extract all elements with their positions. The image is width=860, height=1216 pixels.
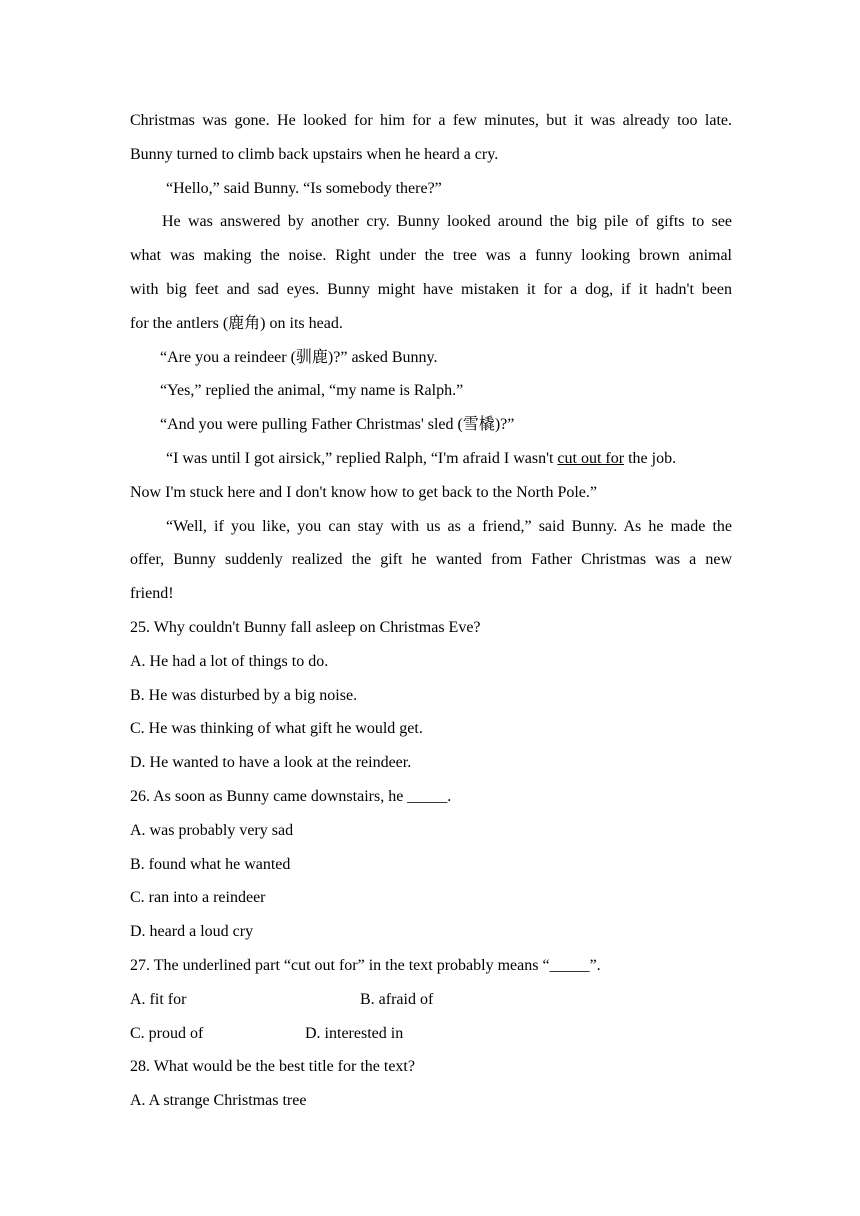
underlined-phrase: cut out for bbox=[557, 449, 625, 467]
passage-line: “Yes,” replied the animal, “my name is Ralph.” bbox=[160, 382, 464, 400]
passage-line: offer, Bunny suddenly realized the gift he wanted from Father Christmas was a new bbox=[130, 551, 732, 569]
answer-option: A. A strange Christmas tree bbox=[130, 1092, 307, 1110]
passage-line: Now I'm stuck here and I don't know how to get back to the North Pole.” bbox=[130, 483, 597, 501]
passage-line: Bunny turned to climb back upstairs when he heard a cry. bbox=[130, 145, 499, 163]
passage-line: with big feet and sad eyes. Bunny might have mistaken it for a dog, if it hadn't been bbox=[130, 280, 732, 298]
passage-line: for the antlers (鹿角) on its head. bbox=[130, 314, 343, 332]
passage-line: “And you were pulling Father Christmas' sled (雪橇)?” bbox=[160, 416, 515, 434]
answer-option: D. heard a loud cry bbox=[130, 923, 254, 941]
answer-option: A. He had a lot of things to do. bbox=[130, 652, 329, 670]
answer-option: B. found what he wanted bbox=[130, 855, 291, 873]
passage-line: He was answered by another cry. Bunny looked around the big pile of gifts to see bbox=[162, 213, 732, 231]
passage-line: friend! bbox=[130, 585, 174, 603]
answer-option: B. afraid of bbox=[360, 990, 434, 1008]
answer-option: C. ran into a reindeer bbox=[130, 889, 266, 907]
passage-line: what was making the noise. Right under the tree was a funny looking brown animal bbox=[130, 247, 732, 265]
answer-option: C. He was thinking of what gift he would get. bbox=[130, 720, 423, 738]
answer-option: D. He wanted to have a look at the reindeer. bbox=[130, 754, 412, 772]
question-stem: 28. What would be the best title for the text? bbox=[130, 1058, 415, 1076]
answer-option-row bbox=[130, 1017, 732, 1051]
answer-option: D. interested in bbox=[305, 1024, 404, 1042]
answer-option: B. He was disturbed by a big noise. bbox=[130, 686, 358, 704]
question-stem: 25. Why couldn't Bunny fall asleep on Christmas Eve? bbox=[130, 618, 481, 636]
document-page bbox=[130, 104, 732, 1118]
passage-line: “Well, if you like, you can stay with us as a friend,” said Bunny. As he made the bbox=[166, 517, 732, 535]
passage-text: “I was until I got airsick,” replied Ralph, “I'm afraid I wasn't bbox=[166, 449, 558, 467]
passage-text: the job. bbox=[624, 449, 677, 467]
question-stem: 27. The underlined part “cut out for” in the text probably means “_____”. bbox=[130, 956, 601, 974]
question-stem: 26. As soon as Bunny came downstairs, he _____. bbox=[130, 787, 452, 805]
answer-option: C. proud of bbox=[130, 1024, 204, 1042]
passage-line: “Are you a reindeer (驯鹿)?” asked Bunny. bbox=[160, 348, 438, 366]
passage-line bbox=[130, 442, 732, 476]
passage-line: Christmas was gone. He looked for him for a few minutes, but it was already too late. bbox=[130, 112, 732, 129]
answer-option: A. was probably very sad bbox=[130, 821, 294, 839]
answer-option: A. fit for bbox=[130, 990, 187, 1008]
passage-line: “Hello,” said Bunny. “Is somebody there?” bbox=[166, 179, 442, 197]
answer-option-row bbox=[130, 983, 732, 1017]
